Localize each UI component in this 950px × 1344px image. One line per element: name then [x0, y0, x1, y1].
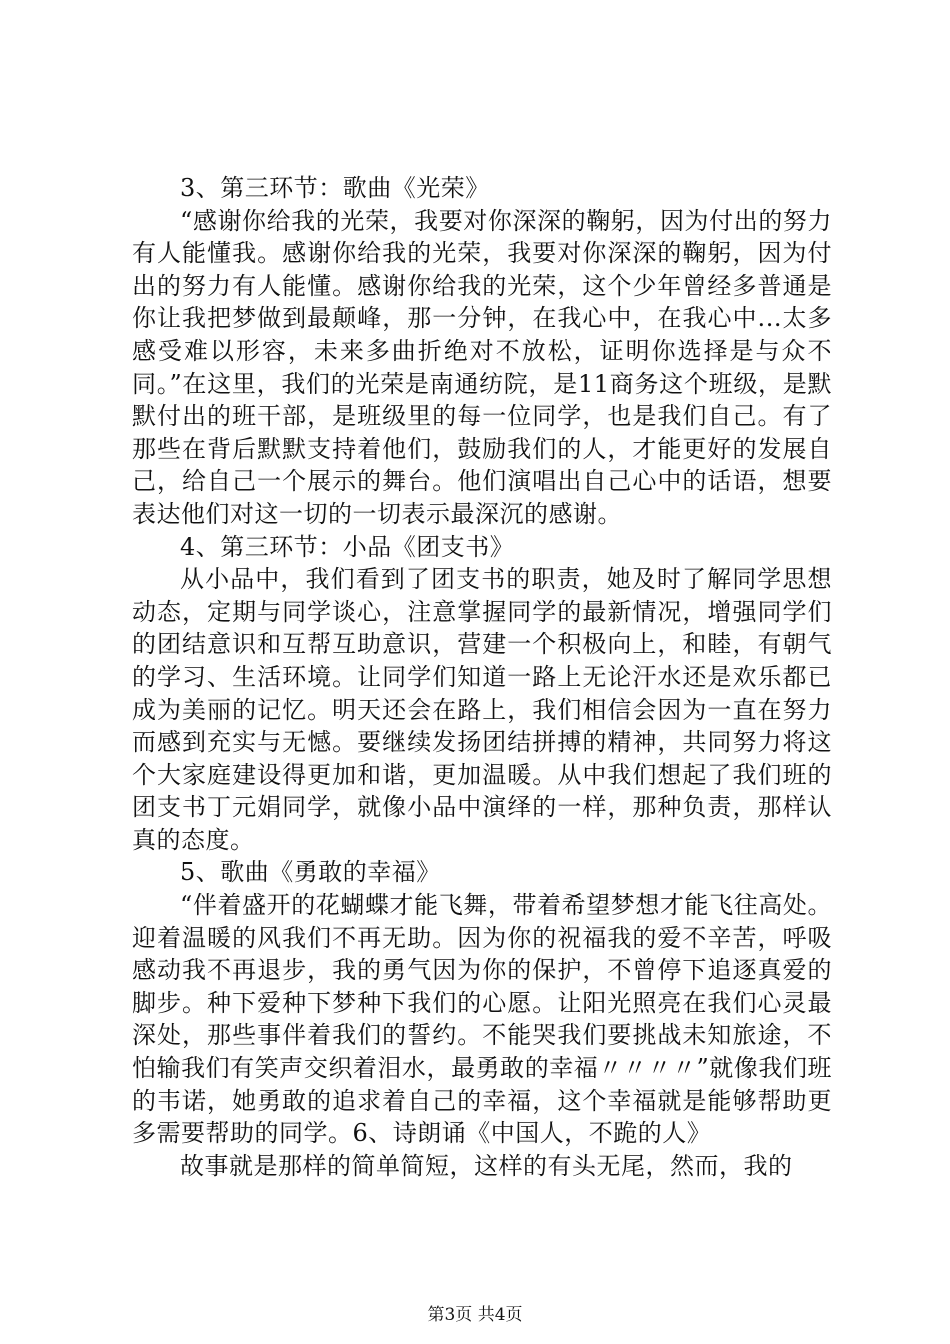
section-heading-3: 3、第三环节：歌曲《光荣》	[180, 174, 490, 202]
section-heading-5: 5、歌曲《勇敢的幸福》	[180, 858, 441, 887]
section-heading-4: 4、第三环节：小品《团支书》	[180, 532, 515, 561]
document-body	[132, 172, 832, 1182]
page-footer: 第3页 共4页	[427, 1305, 523, 1325]
paragraph-story: 故事就是那样的简单简短，这样的有头无尾，然而，我的	[180, 1151, 793, 1180]
paragraph-glory-lyrics: “感谢你给我的光荣，我要对你深深的鞠躬，因为付出的努力有人能懂我。感谢你给我的光荣，我要对你深深的鞠躬，因为付出的努力有人能懂。感谢你给我的光荣，这个少年曾经多普通是你让我把梦做到最颠峰，那一分钟，在我心中，在我心中...太多感受难以形容，未来多曲折绝对不放松，证明你选择是与众不同。”在这里，我们的光荣是南通纺院，是11商务这个班级，是默默付出的班干部，是班级里的每一位同学，也是我们自己。有了那些在背后默默支持着他们，鼓励我们的人，才能更好的发展自己，给自己一个展示的舞台。他们演唱出自己心中的话语，想要表达他们对这一切的一切表示最深沉的感谢。	[132, 206, 832, 528]
paragraph-skit: 从小品中，我们看到了团支书的职责，她及时了解同学思想动态，定期与同学谈心，注意掌握同学的最新情况，增强同学们的团结意识和互帮互助意识，营建一个积极向上，和睦，有朝气的学习、生活环境。让同学们知道一路上无论汗水还是欢乐都已成为美丽的记忆。明天还会在路上，我们相信会因为一直在努力而感到充实与无憾。要继续发扬团结拼搏的精神，共同努力将这个大家庭建设得更加和谐，更加温暖。从中我们想起了我们班的团支书丁元娟同学，就像小品中演绎的一样，那种负责，那样认真的态度。	[132, 565, 832, 854]
paragraph-brave-happiness: “伴着盛开的花蝴蝶才能飞舞，带着希望梦想才能飞往高处。迎着温暖的风我们不再无助。因为你的祝福我的爱不辛苦，呼吸感动我不再退步，我的勇气因为你的保护，不曾停下追逐真爱的脚步。种下爱种下梦种下我们的心愿。让阳光照亮在我们心灵最深处，那些事伴着我们的誓约。不能哭我们要挑战未知旅途，不怕输我们有笑声交织着泪水，最勇敢的幸福〃〃〃〃”就像我们班的韦诺，她勇敢的追求着自己的幸福，这个幸福就是能够帮助更多需要帮助的同学。6、诗朗诵《中国人，不跪的人》	[132, 891, 832, 1148]
